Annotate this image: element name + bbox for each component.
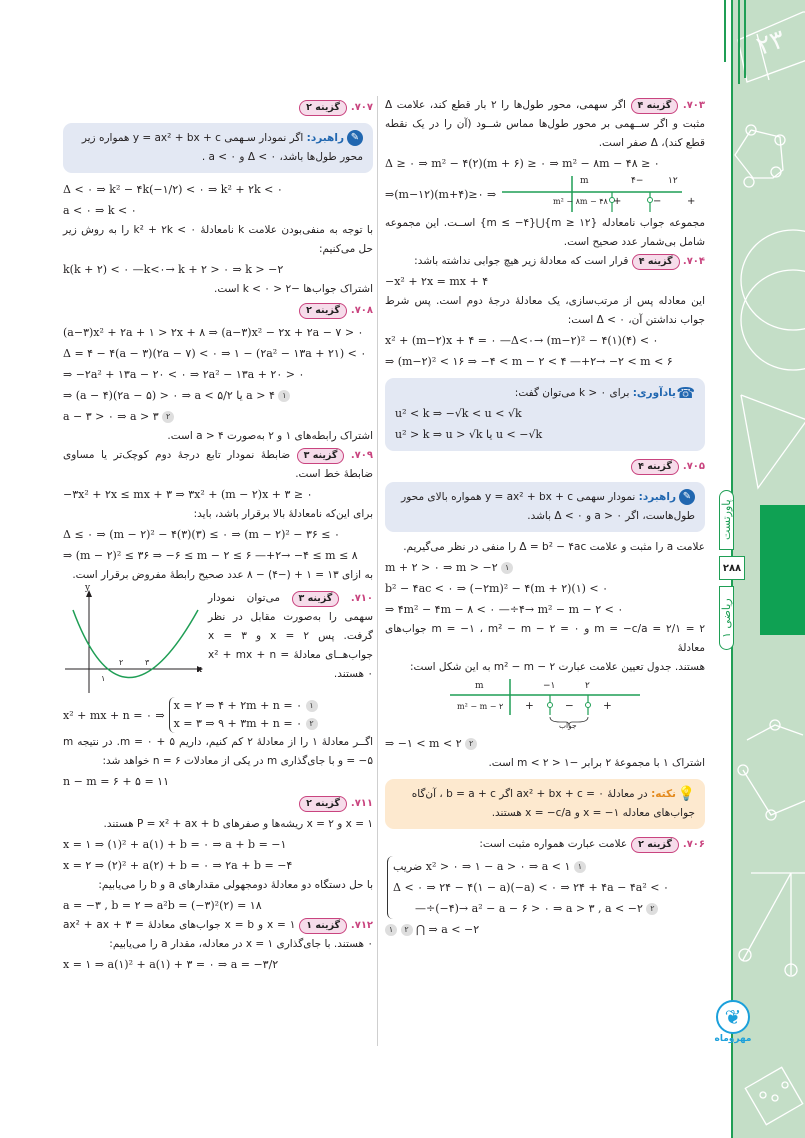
x-axis-label: x	[197, 665, 203, 675]
equation: x = ۲ ⇒ (۲)² + a(۲) + b = ۰ ⇒ ۲a + b = −۴	[63, 859, 293, 872]
explanation-text: اشتراک جواب‌ها −۲ < k < ۰ است.	[214, 283, 373, 295]
question-703	[385, 96, 705, 252]
equation: ⇒ (a − ۴)(۲a − ۵) > ۰ ⇒ a < ۵/۲ یا a > ۴	[63, 389, 275, 402]
explanation-text: اگر سهمی، محور طول‌ها را ۲ بار قطع کند، علامت Δ مثبت و اگر ســهمی بر محور طول‌ها مماس شــود (آن را در یک نقطه قطع کند)، Δ صفر است.	[385, 99, 705, 149]
explanation-text: اگــر معادلهٔ ۱ را از معادلهٔ ۲ کم کنیم، داریم ۵ + m = ۰. در نتیجه m = −۵ و با جای‌گذاری m در یکی از معادلات n = ۶ خواهد شد:	[63, 736, 373, 767]
answer-badge: گزینه ۳	[297, 448, 345, 464]
right-column	[385, 96, 705, 940]
strategy-title: راهبرد:	[306, 132, 344, 144]
table-sign: +	[603, 700, 612, 712]
parabola-graph	[63, 585, 203, 695]
equation: x = ۳ ⇒ ۹ + ۳m + n = ۰	[173, 717, 302, 730]
telephone-icon: ☎	[676, 384, 695, 402]
equation: Δ ≥ ۰ ⇒ m² − ۴(۲)(m + ۶) ≥ ۰ ⇒ m² − ۸m − ۴۸ ≥ ۰	[385, 157, 660, 170]
equation: x = ۱ ⇒ a(۱)² + a(۱) + ۳ = ۰ ⇒ a = −۳/۲	[63, 958, 279, 971]
equation: Δ < ۰ ⇒ k² − ۴k(−۱/۲) < ۰ ⇒ k² + ۲k < ۰	[63, 183, 283, 196]
answer-badge: گزینه ۲	[299, 100, 347, 116]
equation: Δ ≤ ۰ ⇒ (m − ۲)² − ۴(۳)(۳) ≤ ۰ ⇒ (m − ۲)² − ۳۶ ≤ ۰	[63, 528, 340, 541]
table-sign: +	[687, 196, 696, 207]
question-707	[63, 98, 373, 299]
equation: m = −c/a = ۲/۱ = ۲ و m = −۱ ، m² − m − ۲ = ۰ جواب‌های معادلهٔ	[385, 623, 706, 654]
reminder-title: یادآوری:	[632, 387, 676, 399]
table-root: ۲	[585, 681, 590, 691]
left-column	[63, 96, 373, 975]
marker-2: ۲	[646, 903, 658, 915]
question-704	[385, 252, 705, 451]
question-706	[385, 835, 705, 940]
subject-tab: ریاضی ۱	[719, 586, 734, 650]
column-divider	[377, 96, 378, 1046]
marker-1: ۱	[306, 700, 318, 712]
equation: a − ۳ > ۰ ⇒ a > ۳	[63, 410, 159, 423]
question-number: ۷۰۷.	[350, 102, 373, 113]
equation: a < ۰ ⇒ k < ۰	[63, 204, 137, 217]
question-number: ۷۰۴.	[682, 256, 705, 267]
table-expression: m² − ۸m − ۴۸	[553, 197, 608, 206]
compass-icon: ✎	[347, 130, 363, 146]
explanation-text: می‌توان نمودار سهمی را به‌صورت مقابل در نظر گرفت. پس x = ۲ و x = ۳ جواب‌هــای معادلهٔ x² + mx + n = ۰ هستند.	[208, 592, 374, 680]
question-number: ۷۰۹.	[350, 450, 373, 461]
marker-2: ۲	[162, 411, 174, 423]
equation: (a−۳)x² + ۲a + ۱ > ۲x + ۸ ⇒ (a−۳)x² − ۲x + ۲a − ۷ > ۰	[63, 326, 364, 339]
publisher-name: مهروماه	[714, 1034, 752, 1044]
equation: m + ۲ > ۰ ⇒ m > −۲	[385, 561, 498, 574]
marker-1: ۱	[385, 924, 397, 936]
strategy-box	[385, 482, 705, 532]
strategy-text: نمودار سهمی y = ax² + bx + c همواره بالای محور طول‌هاست، اگر a > ۰ و Δ < ۰ باشد.	[401, 491, 695, 522]
answer-badge: گزینه ۴	[631, 98, 679, 114]
question-number: ۷۱۰.	[350, 593, 373, 604]
note-box	[385, 779, 705, 829]
equation: n − m = ۶ + ۵ = ۱۱	[63, 775, 169, 788]
explanation-text: x = ۱ و x = b جواب‌های معادلهٔ ax² + ax + ۳ = ۰ هستند. با جای‌گذاری x = ۱ در معادله، مقدار a را می‌یابیم:	[63, 919, 373, 950]
answer-badge: گزینه ۴	[632, 254, 680, 270]
table-variable: m	[475, 681, 484, 691]
question-number: ۷۰۸.	[350, 305, 373, 316]
answer-badge: گزینه ۳	[292, 591, 340, 607]
equation: Δ = ۴ − ۴(a − ۳)(۲a − ۷) < ۰ ⇒ ۱ − (۲a² − ۱۳a + ۲۱) < ۰	[63, 347, 367, 360]
lightbulb-icon: 💡	[677, 786, 695, 802]
explanation-text: با حل دستگاه دو معادلهٔ دومجهولی مقدارهای a و b را می‌یابیم:	[98, 879, 373, 891]
answer-badge: گزینه ۲	[631, 837, 679, 853]
publisher-logo	[714, 1000, 752, 1044]
table-sign: −	[653, 196, 662, 207]
equation: x = ۱ ⇒ (۱)² + a(۱) + b = ۰ ⇒ a + b = −۱	[63, 838, 287, 851]
marker-2: ۲	[465, 738, 477, 750]
question-number: ۷۰۳.	[682, 100, 705, 111]
equation: ضریب x² > ۰ ⇒ ۱ − a > ۰ ⇒ a < ۱	[393, 860, 571, 873]
table-root: ۱۲	[668, 176, 678, 186]
explanation-text: این معادله پس از مرتب‌سازی، یک معادلهٔ درجهٔ دوم است. پس شرط جواب نداشتن آن، Δ < ۰ است:	[385, 295, 705, 326]
reminder-text: برای k > ۰ می‌توان گفت:	[514, 387, 630, 399]
equation: ⋂ ⇒ a < −۲	[416, 923, 480, 936]
root-label: ۳	[145, 658, 150, 667]
explanation-text: اشتراک رابطه‌های ۱ و ۲ به‌صورت a > ۴ است.	[167, 430, 373, 442]
table-expression: m² − m − ۲	[457, 702, 504, 711]
table-variable: m	[580, 176, 589, 186]
strategy-text: اگر نمودار سـهمی y = ax² + bx + c همواره زیر محور طول‌ها باشد، Δ < ۰ و a < ۰ .	[81, 132, 363, 163]
butterfly-icon: ❦	[716, 1000, 750, 1034]
question-711	[63, 794, 373, 916]
equation: x² + mx + n = ۰ ⇒	[63, 708, 165, 722]
equation: ⇒ (m−۲)² < ۱۶ ⇒ −۴ < m − ۲ < ۴ —+۲→ −۲ < m < ۶	[385, 355, 673, 368]
equation: Δ < ۰ ⇒ ۲۴ − ۴(۱ − a)(−a) < ۰ ⇒ ۲۴ + ۴a − ۴a² < ۰	[393, 881, 669, 894]
equation: ⇒ (m − ۲)² ≤ ۳۶ ⇒ −۶ ≤ m − ۲ ≤ ۶ —+۲→ −۴ ≤ m ≤ ۸	[63, 549, 358, 562]
explanation-text: x = ۱ و x = ۲ ریشه‌ها و صفرهای P = x² + ax + b هستند.	[103, 818, 373, 830]
table-sign: −	[565, 700, 574, 712]
sign-table	[385, 677, 705, 733]
explanation-text: هستند. جدول تعیین علامت عبارت m² − m − ۲ به این شکل است:	[410, 661, 705, 673]
explanation-text: برای این‌که نامعادلهٔ بالا برقرار باشد، باید:	[193, 508, 373, 520]
explanation-text: به ازای ۱۳ = ۱ + (−۴) − ۸ عدد صحیح رابطهٔ مفروض برقرار است.	[72, 569, 373, 581]
chapter-edge-band	[760, 505, 805, 635]
compass-icon: ✎	[679, 489, 695, 505]
answer-badge: گزینه ۴	[631, 459, 679, 475]
equation: —÷(−۴)→ a² − a − ۶ > ۰ ⇒ a > ۳ , a < −۲	[415, 902, 643, 915]
question-number: ۷۱۲.	[350, 920, 374, 931]
note-title: نکته:	[651, 788, 676, 800]
explanation-text: قرار است که معادلهٔ زیر هیچ جوابی نداشته باشد:	[414, 255, 629, 267]
marker-1: ۱	[278, 390, 290, 402]
equation: b² − ۴ac < ۰ ⇒ (−۲m)² − ۴(m + ۲)(۱) < ۰	[385, 582, 609, 595]
marker-2: ۲	[401, 924, 413, 936]
question-712	[63, 916, 373, 975]
equation: u² > k ⇒ u > √k یا u < −√k	[395, 428, 543, 441]
equation: ⇒ ۴m² − ۴m − ۸ < ۰ —÷۴→ m² − m − ۲ < ۰	[385, 603, 624, 616]
equation: −x² + ۲x = mx + ۴	[385, 275, 489, 288]
table-sign: +	[613, 196, 622, 207]
explanation-text: علامت a را مثبت و علامت Δ = b² − ۴ac را منفی در نظر می‌گیریم.	[403, 541, 705, 553]
equation: a = −۳ , b = ۲ ⇒ a²b = (−۳)²(۲) = ۱۸	[63, 899, 262, 912]
question-710	[63, 585, 373, 792]
explanation-text: مجموعه جواب نامعادله {m ≥ ۱۲}⋃{m ≤ −۴} اســت. این مجموعه شامل بی‌شمار عدد صحیح است.	[385, 217, 705, 248]
question-number: ۷۱۱.	[350, 798, 373, 809]
y-axis-label: y	[85, 583, 91, 593]
page-number: ۲۸۸	[719, 556, 745, 580]
question-705	[385, 457, 705, 829]
question-708	[63, 301, 373, 446]
answer-badge: گزینه ۱	[299, 918, 347, 934]
equation: x² + (m−۲)x + ۴ = ۰ —Δ<۰→ (m−۲)² − ۴(۱)(۴) < ۰	[385, 334, 659, 347]
question-709	[63, 446, 373, 585]
equation: u² < k ⇒ −√k < u < √k	[395, 407, 522, 420]
strategy-box	[63, 123, 373, 173]
explanation-text: با توجه به منفی‌بودن علامت k نامعادلهٔ k² + ۲k < ۰ را به روش زیر حل می‌کنیم:	[63, 224, 373, 255]
root-label: ۲	[119, 658, 124, 667]
equation: −۳x² + ۲x ≤ mx + ۳ ⇒ ۳x² + (m − ۲)x + ۳ ≥ ۰	[63, 488, 313, 501]
question-number: ۷۰۵.	[682, 461, 705, 472]
table-root: −۴	[631, 176, 644, 186]
explanation-text: اشتراک ۱ با مجموعهٔ ۲ برابر −۱ < m < ۲ است.	[488, 757, 705, 769]
question-number: ۷۰۶.	[682, 839, 705, 850]
reminder-box	[385, 378, 705, 451]
explanation-text: ضابطهٔ نمودار تابع درجهٔ دوم کوچک‌تر یا مساوی ضابطهٔ خط است.	[63, 449, 373, 480]
page-tab	[719, 490, 745, 650]
marker-1: ۱	[574, 861, 586, 873]
marker-1: ۱	[501, 562, 513, 574]
answer-badge: گزینه ۲	[299, 303, 347, 319]
answer-label: جواب	[559, 721, 577, 730]
strategy-title: راهبرد:	[638, 491, 676, 503]
marker-2: ۲	[306, 718, 318, 730]
explanation-text: علامت عبارت همواره مثبت است:	[479, 838, 628, 850]
chapter-number-decor: ۲۳	[752, 24, 790, 62]
equation: ⇒(m−۱۲)(m+۴)≥۰ ⇒	[385, 187, 497, 201]
series-tab: پاورتست	[719, 490, 734, 550]
equation: x = ۲ ⇒ ۴ + ۲m + n = ۰	[173, 699, 302, 712]
equation: k(k + ۲) < ۰ —k<۰→ k + ۲ > ۰ ⇒ k > −۲	[63, 263, 284, 276]
table-root: −۱	[543, 681, 556, 691]
note-text: در معادلهٔ ax² + bx + c = ۰ اگر b = a + c ، آن‌گاه جواب‌های معادله x = −۱ و x = −c/a هستند.	[411, 788, 695, 819]
equation: ⇒ −۱ < m < ۲	[385, 737, 462, 750]
answer-badge: گزینه ۲	[299, 796, 347, 812]
table-sign: +	[525, 700, 534, 712]
tick-label: ۱	[101, 674, 106, 683]
equation: ⇒ −۲a² + ۱۳a − ۲۰ < ۰ ⇒ ۲a² − ۱۳a + ۲۰ > ۰	[63, 368, 305, 381]
